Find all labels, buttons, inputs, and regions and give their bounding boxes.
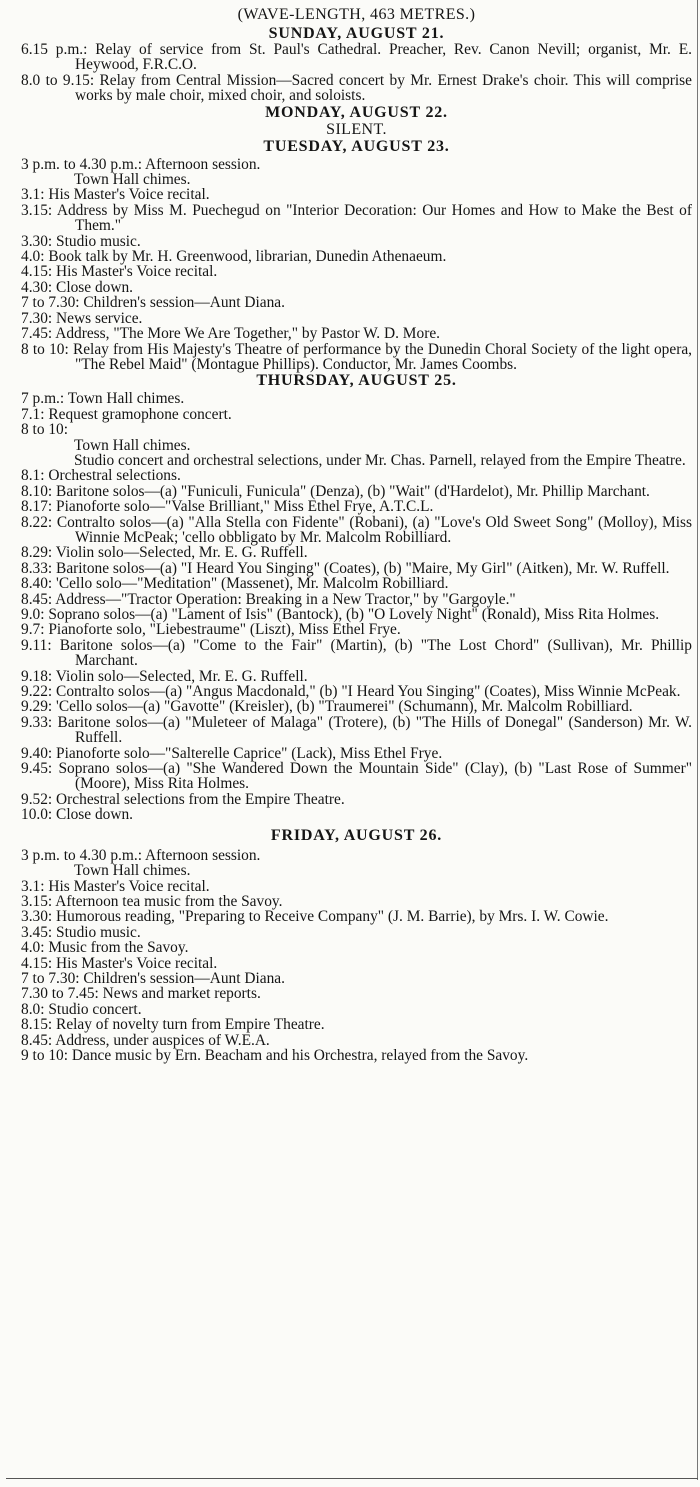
list-item: 4.15: His Master's Voice recital. [21, 263, 218, 281]
list-item: 9.7: Pianoforte solo, "Liebestraume" (Liszt), Miss Ethel Frye. [21, 621, 401, 639]
list-item: 7.30: News service. [21, 309, 143, 327]
day-heading-tuesday: TUESDAY, AUGUST 23. [263, 137, 450, 155]
list-item: 7 to 7.30: Children's session—Aunt Diana. [21, 969, 285, 987]
list-item: 8.40: 'Cello solo—"Meditation" (Massenet), Mr. Malcolm Robilliard. [21, 575, 449, 593]
list-item: 3 p.m. to 4.30 p.m.: Afternoon session. [21, 846, 261, 864]
list-item: 8.33: Baritone solos—(a) "I Heard You Singing" (Coates), (b) "Maire, My Girl" (Aitken), Mr. W. Ruffell. [21, 559, 670, 577]
bottom-rule [6, 1478, 698, 1479]
list-item: 3.1: His Master's Voice recital. [21, 877, 210, 895]
list-item: 8.45: Address—"Tractor Operation: Breaking in a New Tractor," by "Gargoyle." [21, 590, 516, 608]
day-heading-friday: FRIDAY, AUGUST 26. [270, 826, 443, 844]
list-item: 4.0: Book talk by Mr. H. Greenwood, librarian, Dunedin Athenaeum. [21, 248, 447, 266]
list-item: 8.29: Violin solo—Selected, Mr. E. G. Ruffell. [21, 544, 308, 562]
list-item: 4.0: Music from the Savoy. [21, 939, 189, 957]
list-item: 7 p.m.: Town Hall chimes. [21, 390, 185, 408]
list-item: 9.33: Baritone solos—(a) "Muleteer of Malaga" (Trotere), (b) "The Hills of Donegal" (Sanderson) Mr. W. Ruffell. [21, 713, 692, 747]
list-item: 9.52: Orchestral selections from the Empire Theatre. [21, 790, 345, 808]
list-item: 7 to 7.30: Children's session—Aunt Diana. [21, 294, 285, 312]
list-item: 9.29: 'Cello solos—(a) "Gavotte" (Kreisler), (b) "Traumerei" (Schumann), Mr. Malcolm Robilliard. [21, 698, 633, 716]
list-item: Studio concert and orchestral selections, under Mr. Chas. Parnell, relayed from the Empire Theatre. [74, 451, 686, 469]
list-item: 8.45: Address, under auspices of W.E.A. [21, 1031, 270, 1049]
list-item: Town Hall chimes. [74, 862, 191, 880]
list-item: 9 to 10: Dance music by Ern. Beacham and his Orchestra, relayed from the Savoy. [21, 1046, 529, 1064]
list-item: 8.17: Pianoforte solo—"Valse Brilliant," Miss Ethel Frye, A.T.C.L. [21, 498, 434, 516]
list-item: 7.1: Request gramophone concert. [21, 405, 232, 423]
list-item: 8.1: Orchestral selections. [21, 467, 181, 485]
list-item: Town Hall chimes. [74, 436, 191, 454]
list-item: 4.15: His Master's Voice recital. [21, 954, 218, 972]
day-heading-thursday: THURSDAY, AUGUST 25. [256, 372, 457, 390]
list-item: 3.1: His Master's Voice recital. [21, 186, 210, 204]
list-item: 7.45: Address, "The More We Are Together," by Pastor W. D. More. [21, 325, 440, 343]
list-item: 9.0: Soprano solos—(a) "Lament of Isis" (Bantock), (b) "O Lovely Night" (Ronald), Miss Rita Holmes. [21, 606, 660, 623]
list-item: 8.10: Baritone solos—(a) "Funiculi, Funicula" (Denza), (b) "Wait" (d'Hardelot), Mr. Phillip Marchant. [21, 482, 650, 500]
list-item: 9.40: Pianoforte solo—"Salterelle Caprice" (Lack), Miss Ethel Frye. [21, 744, 443, 762]
list-item: 8.22: Contralto solos—(a) "Alla Stella con Fidente" (Robani), (a) "Love's Old Sweet Song" (Molloy), Miss Winnie McPeak; 'cello obbligato by Mr. Malcolm Robilliard. [21, 513, 692, 546]
list-item: 3.30: Studio music. [21, 232, 141, 250]
list-item: 9.18: Violin solo—Selected, Mr. E. G. Ruffell. [21, 667, 308, 685]
list-item: 4.30: Close down. [21, 278, 134, 296]
list-item: 10.0: Close down. [21, 806, 134, 824]
list-item: 8 to 10: Relay from His Majesty's Theatre of performance by the Dunedin Choral Society of the light opera, "The Rebel Maid" (Montague Phillips). Conductor, Mr. James Coombs. [21, 340, 692, 373]
list-item: 7.30 to 7.45: News and market reports. [21, 985, 261, 1003]
list-item: 9.45: Soprano solos—(a) "She Wandered Down the Mountain Side" (Clay), (b) "Last Rose of Summer" (Moore), Miss Rita Holmes. [21, 760, 692, 793]
list-item: 3.30: Humorous reading, "Preparing to Receive Company" (J. M. Barrie), by Mrs. I. W. Cowie. [21, 908, 609, 926]
column-rule [697, 0, 698, 1480]
list-item: 8.0: Studio concert. [21, 1000, 142, 1018]
list-item: 3.15: Address by Miss M. Puechegud on "Interior Decoration: Our Homes and How to Make the Best of Them." [21, 201, 692, 235]
list-item: 9.11: Baritone solos—(a) "Come to the Fair" (Martin), (b) "The Lost Chord" (Sullivan), Mr. Phillip Marchant. [21, 636, 692, 670]
list-item: 8.0 to 9.15: Relay from Central Mission—Sacred concert by Mr. Ernest Drake's choir. This will comprise works by male choir, mixed choir, and soloists. [21, 71, 692, 105]
list-item: Town Hall chimes. [74, 171, 191, 189]
list-item: 8.15: Relay of novelty turn from Empire Theatre. [21, 1016, 325, 1034]
wavelength-header: (WAVE-LENGTH, 463 METRES.) [237, 6, 476, 23]
list-item: 3.15: Afternoon tea music from the Savoy. [21, 892, 283, 910]
day-heading-sunday: SUNDAY, AUGUST 21. [268, 25, 445, 42]
list-item: 6.15 p.m.: Relay of service from St. Paul's Cathedral. Preacher, Rev. Canon Nevill; organist, Mr. E. Heywood, F.R.C.O. [21, 41, 692, 74]
list-item: 3.45: Studio music. [21, 923, 141, 941]
list-item: 9.22: Contralto solos—(a) "Angus Macdonald," (b) "I Heard You Singing" (Coates), Miss Winnie McPeak. [21, 683, 681, 701]
list-item: 3 p.m. to 4.30 p.m.: Afternoon session. [21, 155, 261, 173]
silent-note: SILENT. [326, 120, 387, 138]
list-item: 8 to 10: [21, 421, 69, 439]
day-heading-monday: MONDAY, AUGUST 22. [265, 103, 448, 121]
